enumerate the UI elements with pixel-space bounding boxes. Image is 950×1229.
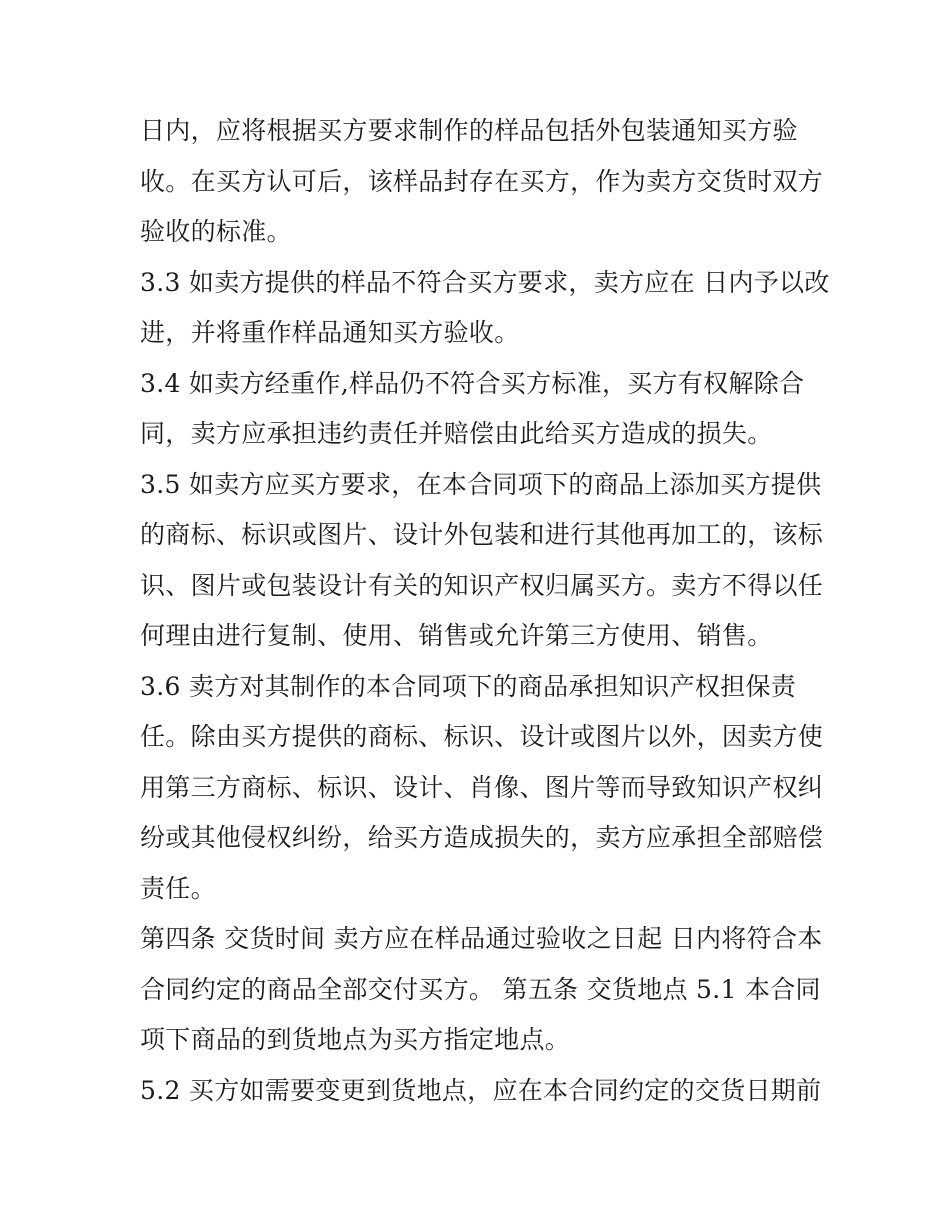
- clause-5-2-line: 5.2 买方如需要变更到货地点，应在本合同约定的交货日期前: [140, 1075, 822, 1105]
- text-line: 纷或其他侵权纠纷，给买方造成损失的，卖方应承担全部赔偿: [140, 823, 824, 852]
- clause-3-3-line: 3.3 如卖方提供的样品不符合买方要求，卖方应在 日内予以改: [140, 267, 830, 297]
- article-4-line: 第四条 交货时间 卖方应在样品通过验收之日起 日内将符合本: [140, 924, 823, 953]
- text-line: 同，卖方应承担违约责任并赔偿由此给买方造成的损失。: [140, 419, 773, 448]
- clause-3-6-line: 3.6 卖方对其制作的本合同项下的商品承担知识产权担保责: [140, 671, 797, 701]
- text-line: 日内，应将根据买方要求制作的样品包括外包装通知买方验: [140, 116, 798, 145]
- text-line: 任。除由买方提供的商标、标识、设计或图片以外，因卖方使: [140, 722, 824, 751]
- text-line: 何理由进行复制、使用、销售或允许第三方使用、销售。: [140, 621, 773, 650]
- text-line: 识、图片或包装设计有关的知识产权归属买方。卖方不得以任: [140, 570, 824, 600]
- document-body: [140, 106, 830, 1116]
- clause-3-4-line: 3.4 如卖方经重作,样品仍不符合买方标准，买方有权解除合: [140, 368, 805, 398]
- text-line: 进，并将重作样品通知买方验收。: [140, 318, 520, 347]
- clause-3-5-line: 3.5 如卖方应买方要求，在本合同项下的商品上添加买方提供: [140, 469, 822, 499]
- text-line: 验收的标准。: [140, 217, 292, 246]
- text-line: 项下商品的到货地点为买方指定地点。: [140, 1025, 571, 1054]
- text-line: 合同约定的商品全部交付买方。 第五条 交货地点 5.1 本合同: [140, 974, 821, 1004]
- text-line: 用第三方商标、标识、设计、肖像、图片等而导致知识产权纠: [140, 772, 824, 802]
- text-line: 收。在买方认可后，该样品封存在买方，作为卖方交货时双方: [140, 166, 824, 196]
- text-line: 的商标、标识或图片、设计外包装和进行其他再加工的，该标: [140, 520, 824, 549]
- text-line: 责任。: [140, 873, 216, 903]
